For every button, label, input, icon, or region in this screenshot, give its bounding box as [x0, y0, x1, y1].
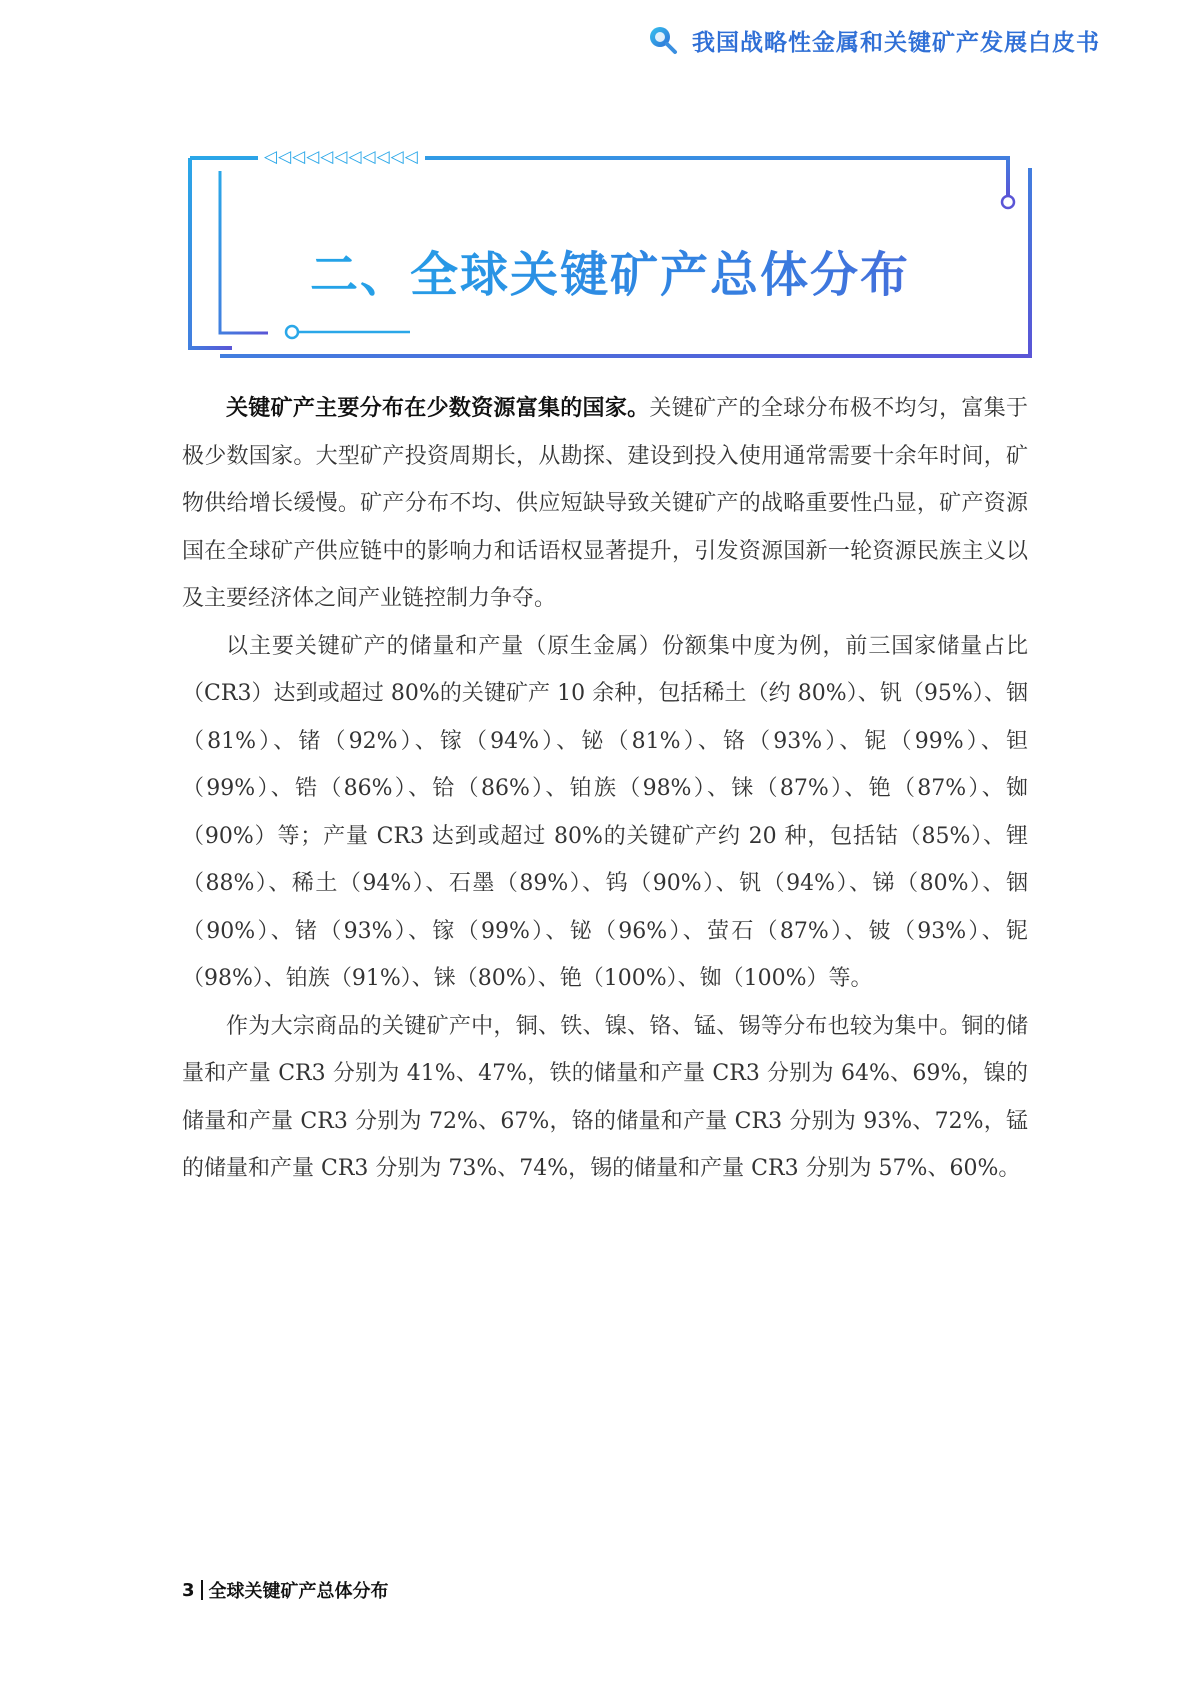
- page-footer: [182, 1577, 389, 1603]
- footer-section-name: 全球关键矿产总体分布: [208, 1581, 389, 1602]
- running-header: [648, 20, 1100, 60]
- paragraph-1-text: 关键矿产的全球分布极不均匀，富集于极少数国家。大型矿产投资周期长，从勘探、建设到投入使用通常需要十余年时间，矿物供给增长缓慢。矿产分布不均、供应短缺导致关键矿产的战略重要性凸显，矿产资源国在全球矿产供应链中的影响力和话语权显著提升，引发资源国新一轮资源民族主义以及主要经济体之间产业链控制力争夺。: [182, 396, 1028, 611]
- body-text: [182, 385, 1028, 1193]
- section-title: 二、全球关键矿产总体分布: [180, 236, 1040, 305]
- paragraph-2: 以主要关键矿产的储量和产量（原生金属）份额集中度为例，前三国家储量占比（CR3）达到或超过 80%的关键矿产 10 余种，包括稀土（约 80%）、钒（95%）、铟（81%）、锗（92%）、镓（94%）、铋（81%）、铬（93%）、铌（99%）、钽（99%）、锆（86%）、铪（86%）、铂族（98%）、铼（87%）、铯（87%）、铷（90%）等；产量 CR3 达到或超过 80%的关键矿产约 20 种，包括钴（85%）、锂（88%）、稀土（94%）、石墨（89%）、钨（90%）、钒（94%）、锑（80%）、铟（90%）、锗（93%）、镓（99%）、铋（96%）、萤石（87%）、铍（93%）、铌（98%）、铂族（91%）、铼（80%）、铯（100%）、铷（100%）等。: [182, 633, 1028, 991]
- paragraph-1-lead: 关键矿产主要分布在少数资源富集的国家。: [226, 396, 650, 421]
- page-number: 3: [182, 1579, 195, 1601]
- footer-divider: [201, 1580, 203, 1600]
- paragraph-3: 作为大宗商品的关键矿产中，铜、铁、镍、铬、锰、锡等分布也较为集中。铜的储量和产量 CR3 分别为 41%、47%，铁的储量和产量 CR3 分别为 64%、69%，镍的储量和产量 CR3 分别为 72%、67%，铬的储量和产量 CR3 分别为 93%、72%，锰的储量和产量 CR3 分别为 73%、74%，锡的储量和产量 CR3 分别为 57%、60%。: [182, 1013, 1028, 1181]
- magnifier-icon: [648, 25, 678, 55]
- decor-arrow-row: ◁◁◁◁◁◁◁◁◁◁◁: [258, 148, 425, 166]
- paragraph-1: [182, 385, 1028, 623]
- section-title-frame: [180, 148, 1040, 364]
- book-title: 我国战略性金属和关键矿产发展白皮书: [692, 29, 1100, 56]
